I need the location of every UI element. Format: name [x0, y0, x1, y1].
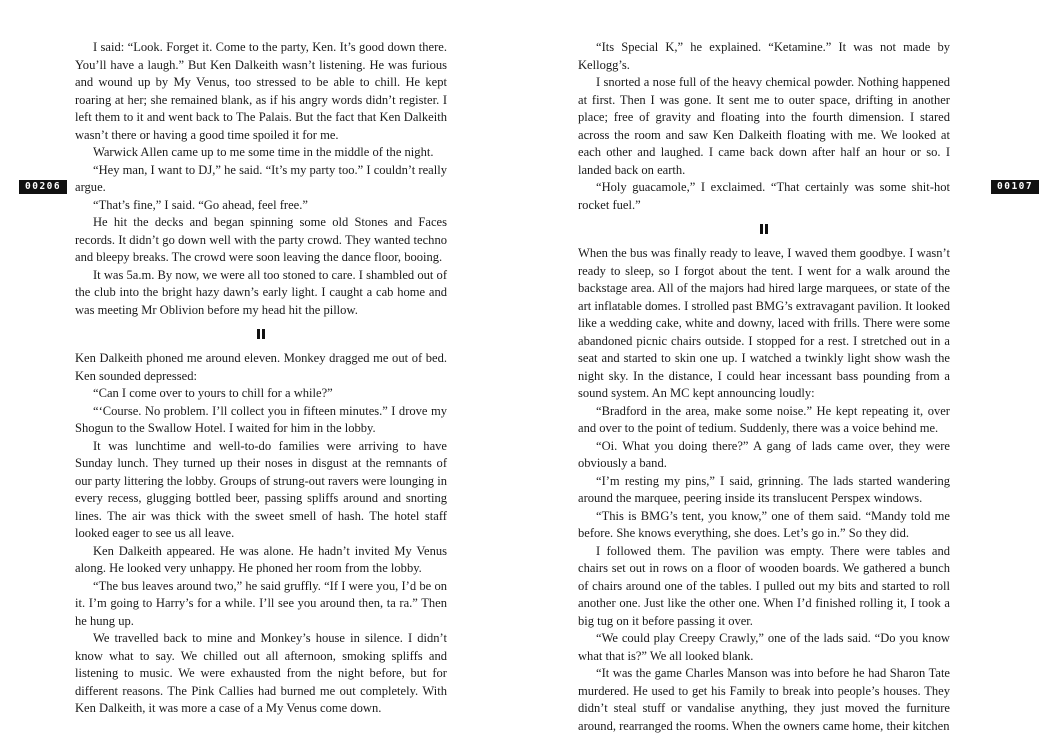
left-page	[75, 39, 447, 718]
section-break-ornament	[75, 323, 447, 345]
right-page	[578, 39, 950, 735]
paragraph: It was lunchtime and well-to-do families were arriving to have Sunday lunch. They turned up their noses in disgust at the remnants of our party littering the lobby. Groups of strung-out ravers were lounging in every recess, glugging bottled beer, passing spliffs around and snorting lines. The air was thick with the sweet smell of hash. The hotel staff looked eager to see us all leave.	[75, 438, 447, 540]
paragraph: “Holy guacamole,” I exclaimed. “That certainly was some shit-hot rocket fuel.”	[578, 180, 950, 212]
page-number-left: 00206	[19, 180, 67, 194]
paragraph: “That’s fine,” I said. “Go ahead, feel free.”	[93, 197, 308, 212]
paragraph: I followed them. The pavilion was empty. There were tables and chairs set out in rows on a floor of wooden boards. We gathered a bunch of chairs around one of the tables. I pulled out my bits and started to roll another one. Just like the other one. When I’d finished rolling it, I took a big tug on it before passing it over.	[578, 543, 950, 628]
paragraph: “This is BMG’s tent, you know,” one of them said. “Mandy told me before. She knows everything, she does. Let’s go in.” So they did.	[578, 508, 950, 540]
paragraph: “We could play Creepy Crawly,” one of the lads said. “Do you know what that is?” We all looked blank.	[578, 631, 950, 663]
paragraph: Warwick Allen came up to me some time in the middle of the night.	[93, 145, 434, 159]
paragraph: He hit the decks and began spinning some old Stones and Faces records. It didn’t go down well with the party crowd. They wanted techno and bleepy breaks. The crowd were soon leaving the dance floor, booing.	[75, 215, 447, 264]
paragraph: “‘Course. No problem. I’ll collect you in fifteen minutes.” I drove my Shogun to the Swallow Hotel. I waited for him in the lobby.	[75, 403, 447, 435]
page-number-right: 00107	[991, 180, 1039, 194]
paragraph: “Can I come over to yours to chill for a while?”	[93, 386, 333, 400]
paragraph: “Oi. What you doing there?” A gang of lads came over, they were obviously a band.	[578, 438, 950, 470]
paragraph: “It was the game Charles Manson was into before he had Sharon Tate murdered. He used to get his Family to break into people’s houses. They didn’t steal stuff or vandalise anything, they just moved the furniture around, rearranged the rooms. When the owners came home, their kitchen	[578, 666, 950, 733]
paragraph: Ken Dalkeith appeared. He was alone. He hadn’t invited My Venus along. He looked very unhappy. He phoned her room from the lobby.	[75, 543, 447, 575]
paragraph: “The bus leaves around two,” he said gruffly. “If I were you, I’d be on it. I’m going to Harry’s for a while. I’ll see you around then, ta ra.” Then he hung up.	[75, 578, 447, 628]
paragraph: “Its Special K,” he explained. “Ketamine.” It was not made by Kellogg’s.	[578, 40, 950, 72]
paragraph: I snorted a nose full of the heavy chemical powder. Nothing happened at first. Then I was gone. It sent me to outer space, drifting in another place; free of gravity and floating into the fourth dimension. I stared across the room and saw Ken Dalkeith floating with me. We looked at each other and laughed. I came back down after half an hour or so. I landed back on earth.	[578, 75, 950, 177]
paragraph: “I’m resting my pins,” I said, grinning. The lads started wandering around the marquee, peering inside its translucent Perspex windows.	[578, 473, 950, 505]
paragraph: We travelled back to mine and Monkey’s house in silence. I didn’t know what to say. We chilled out all afternoon, smoking spliffs and listening to music. We were exhausted from the night before, but for different reasons. The Pink Callies had burned me out completely. With Ken Dalkeith, it was more a case of a My Venus come down.	[75, 631, 447, 715]
section-break-ornament	[578, 218, 950, 240]
paragraph: Ken Dalkeith phoned me around eleven. Monkey dragged me out of bed. Ken sounded depressed:	[75, 351, 447, 383]
paragraph: I said: “Look. Forget it. Come to the party, Ken. It’s good down there. You’ll have a laugh.” But Ken Dalkeith wasn’t listening. He was furious and wound up by My Venus, too stressed to be able to chill. He kept roaring at her; she remained blank, as if his angry words didn’t register. I left them to it and went back to The Palais. But the fact that Ken Dalkeith wasn’t there or having a good time spoiled it for me.	[75, 40, 447, 142]
paragraph: “Bradford in the area, make some noise.” He kept repeating it, over and over to the point of tedium. Suddenly, there was a voice behind me.	[578, 403, 950, 435]
paragraph: “Hey man, I want to DJ,” he said. “It’s my party too.” I couldn’t really argue.	[75, 162, 447, 194]
paragraph: When the bus was finally ready to leave, I waved them goodbye. I wasn’t ready to sleep, so I forgot about the tent. I went for a walk around the backstage area. All of the majors had hired large marquees, or state of the art inflatable domes. I strolled past BMG’s extravagant pavilion. It looked like a wedding cake, white and downy, laced with frills. There were some abandoned picnic chairs outside. I stopped for a rest. I stretched out in a seat and started to skin one up. I watched a twinkly light show wash the night sky. In the distance, I could hear incessant bass pounding from a sound system. An MC kept announcing loudly:	[578, 246, 950, 400]
paragraph: It was 5a.m. By now, we were all too stoned to care. I shambled out of the club into the bright hazy dawn’s early light. I caught a cab home and was meeting Mr Oblivion before my head hit the pillow.	[75, 267, 447, 317]
